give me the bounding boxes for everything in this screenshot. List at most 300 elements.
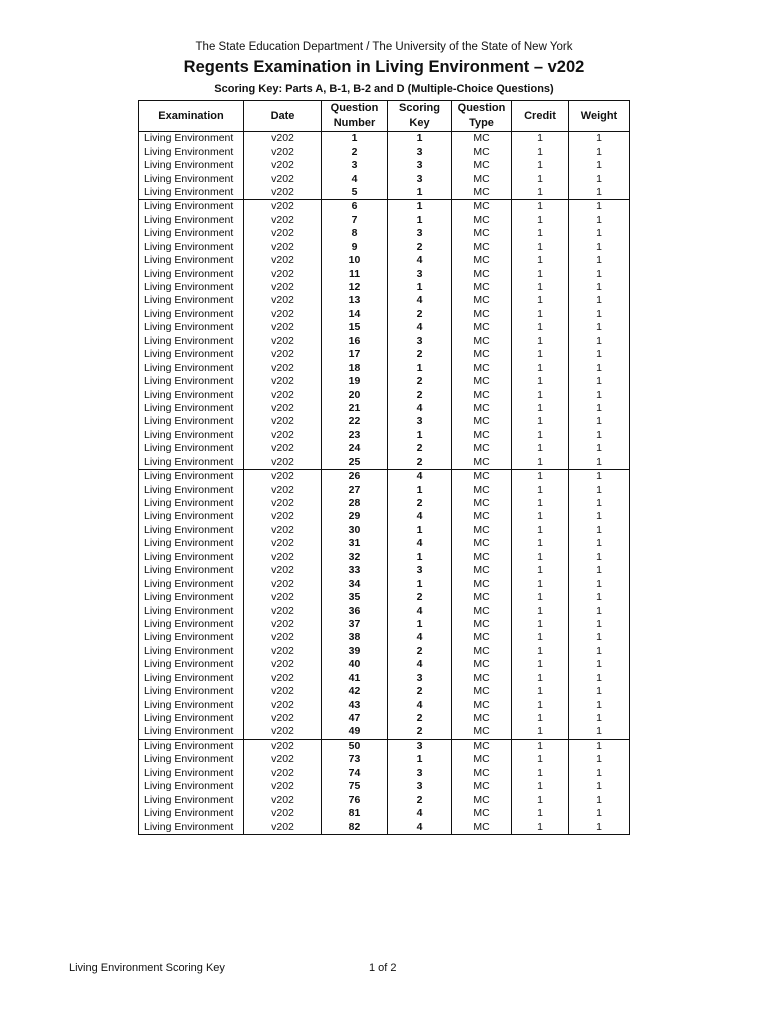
cell-question-type: MC (452, 415, 512, 428)
cell-credit: 1 (512, 537, 569, 550)
table-row (139, 415, 630, 428)
cell-question-type: MC (452, 335, 512, 348)
col-header-question-type: Question Type (452, 101, 512, 132)
cell-scoring-key: 4 (388, 510, 452, 523)
cell-date: v202 (244, 294, 322, 307)
cell-examination: Living Environment (139, 281, 244, 294)
cell-date: v202 (244, 753, 322, 766)
cell-scoring-key: 4 (388, 402, 452, 415)
cell-credit: 1 (512, 469, 569, 483)
cell-examination: Living Environment (139, 685, 244, 698)
cell-question-number: 38 (322, 631, 388, 644)
table-row (139, 510, 630, 523)
cell-weight: 1 (569, 456, 630, 470)
cell-weight: 1 (569, 469, 630, 483)
cell-weight: 1 (569, 739, 630, 753)
cell-credit: 1 (512, 524, 569, 537)
cell-question-number: 3 (322, 159, 388, 172)
cell-credit: 1 (512, 335, 569, 348)
cell-weight: 1 (569, 712, 630, 725)
table-row (139, 497, 630, 510)
cell-question-type: MC (452, 186, 512, 200)
cell-date: v202 (244, 537, 322, 550)
cell-question-number: 17 (322, 348, 388, 361)
cell-scoring-key: 2 (388, 348, 452, 361)
cell-scoring-key: 1 (388, 361, 452, 374)
table-row (139, 618, 630, 631)
cell-date: v202 (244, 241, 322, 254)
cell-credit: 1 (512, 214, 569, 227)
table-row (139, 780, 630, 793)
cell-examination: Living Environment (139, 483, 244, 496)
cell-date: v202 (244, 672, 322, 685)
cell-credit: 1 (512, 172, 569, 185)
cell-weight: 1 (569, 335, 630, 348)
cell-credit: 1 (512, 685, 569, 698)
cell-question-number: 20 (322, 388, 388, 401)
cell-question-type: MC (452, 564, 512, 577)
cell-weight: 1 (569, 564, 630, 577)
cell-examination: Living Environment (139, 537, 244, 550)
cell-weight: 1 (569, 321, 630, 334)
cell-examination: Living Environment (139, 497, 244, 510)
table-row (139, 159, 630, 172)
cell-date: v202 (244, 254, 322, 267)
table-row (139, 308, 630, 321)
table-row (139, 551, 630, 564)
cell-scoring-key: 2 (388, 685, 452, 698)
cell-scoring-key: 1 (388, 200, 452, 214)
table-row (139, 200, 630, 214)
cell-scoring-key: 4 (388, 658, 452, 671)
cell-credit: 1 (512, 672, 569, 685)
cell-weight: 1 (569, 631, 630, 644)
cell-question-number: 25 (322, 456, 388, 470)
table-row (139, 604, 630, 617)
cell-date: v202 (244, 524, 322, 537)
cell-date: v202 (244, 172, 322, 185)
cell-weight: 1 (569, 753, 630, 766)
cell-scoring-key: 1 (388, 524, 452, 537)
cell-credit: 1 (512, 577, 569, 590)
cell-credit: 1 (512, 402, 569, 415)
cell-scoring-key: 2 (388, 388, 452, 401)
cell-credit: 1 (512, 227, 569, 240)
cell-examination: Living Environment (139, 415, 244, 428)
table-row (139, 186, 630, 200)
cell-weight: 1 (569, 618, 630, 631)
cell-date: v202 (244, 227, 322, 240)
cell-credit: 1 (512, 456, 569, 470)
cell-question-type: MC (452, 308, 512, 321)
table-row (139, 645, 630, 658)
cell-scoring-key: 4 (388, 698, 452, 711)
cell-date: v202 (244, 820, 322, 834)
cell-question-type: MC (452, 591, 512, 604)
cell-examination: Living Environment (139, 524, 244, 537)
cell-date: v202 (244, 658, 322, 671)
cell-date: v202 (244, 591, 322, 604)
table-row (139, 388, 630, 401)
cell-question-type: MC (452, 645, 512, 658)
cell-date: v202 (244, 214, 322, 227)
cell-date: v202 (244, 267, 322, 280)
cell-date: v202 (244, 564, 322, 577)
cell-date: v202 (244, 442, 322, 455)
cell-question-number: 13 (322, 294, 388, 307)
cell-examination: Living Environment (139, 375, 244, 388)
cell-weight: 1 (569, 227, 630, 240)
cell-examination: Living Environment (139, 159, 244, 172)
table-row (139, 227, 630, 240)
cell-scoring-key: 2 (388, 375, 452, 388)
cell-question-type: MC (452, 200, 512, 214)
footer-title: Living Environment Scoring Key (69, 962, 225, 974)
cell-question-number: 50 (322, 739, 388, 753)
cell-scoring-key: 1 (388, 483, 452, 496)
cell-question-type: MC (452, 267, 512, 280)
cell-scoring-key: 1 (388, 186, 452, 200)
cell-date: v202 (244, 200, 322, 214)
cell-credit: 1 (512, 159, 569, 172)
cell-question-number: 32 (322, 551, 388, 564)
cell-date: v202 (244, 577, 322, 590)
cell-scoring-key: 1 (388, 551, 452, 564)
cell-scoring-key: 2 (388, 456, 452, 470)
cell-examination: Living Environment (139, 442, 244, 455)
cell-question-number: 14 (322, 308, 388, 321)
table-row (139, 712, 630, 725)
table-row (139, 767, 630, 780)
cell-scoring-key: 3 (388, 672, 452, 685)
cell-question-type: MC (452, 214, 512, 227)
cell-question-number: 22 (322, 415, 388, 428)
cell-date: v202 (244, 510, 322, 523)
cell-weight: 1 (569, 294, 630, 307)
cell-credit: 1 (512, 429, 569, 442)
cell-question-type: MC (452, 361, 512, 374)
cell-scoring-key: 1 (388, 753, 452, 766)
cell-question-number: 29 (322, 510, 388, 523)
cell-credit: 1 (512, 645, 569, 658)
cell-credit: 1 (512, 361, 569, 374)
cell-question-type: MC (452, 739, 512, 753)
cell-question-number: 15 (322, 321, 388, 334)
cell-question-type: MC (452, 348, 512, 361)
cell-scoring-key: 3 (388, 159, 452, 172)
table-row (139, 348, 630, 361)
cell-examination: Living Environment (139, 429, 244, 442)
cell-credit: 1 (512, 753, 569, 766)
cell-question-type: MC (452, 172, 512, 185)
cell-credit: 1 (512, 308, 569, 321)
cell-examination: Living Environment (139, 308, 244, 321)
cell-question-number: 26 (322, 469, 388, 483)
cell-question-type: MC (452, 321, 512, 334)
cell-date: v202 (244, 132, 322, 146)
cell-scoring-key: 3 (388, 780, 452, 793)
cell-credit: 1 (512, 145, 569, 158)
cell-weight: 1 (569, 524, 630, 537)
cell-credit: 1 (512, 497, 569, 510)
cell-examination: Living Environment (139, 551, 244, 564)
cell-date: v202 (244, 807, 322, 820)
cell-date: v202 (244, 402, 322, 415)
table-row (139, 537, 630, 550)
cell-question-number: 42 (322, 685, 388, 698)
cell-question-number: 30 (322, 524, 388, 537)
cell-question-type: MC (452, 402, 512, 415)
cell-credit: 1 (512, 551, 569, 564)
cell-scoring-key: 3 (388, 739, 452, 753)
cell-question-number: 2 (322, 145, 388, 158)
cell-scoring-key: 2 (388, 591, 452, 604)
cell-credit: 1 (512, 807, 569, 820)
cell-examination: Living Environment (139, 227, 244, 240)
cell-credit: 1 (512, 294, 569, 307)
cell-weight: 1 (569, 132, 630, 146)
cell-examination: Living Environment (139, 456, 244, 470)
cell-question-type: MC (452, 497, 512, 510)
cell-weight: 1 (569, 685, 630, 698)
cell-date: v202 (244, 712, 322, 725)
cell-question-number: 7 (322, 214, 388, 227)
cell-question-number: 73 (322, 753, 388, 766)
cell-scoring-key: 4 (388, 807, 452, 820)
cell-scoring-key: 1 (388, 618, 452, 631)
col-header-credit: Credit (512, 101, 569, 132)
cell-scoring-key: 1 (388, 281, 452, 294)
cell-question-number: 35 (322, 591, 388, 604)
page-title: Regents Examination in Living Environment – v202 (183, 58, 585, 76)
cell-question-number: 37 (322, 618, 388, 631)
table-row (139, 241, 630, 254)
col-header-question-number: Question Number (322, 101, 388, 132)
cell-scoring-key: 2 (388, 497, 452, 510)
table-row (139, 456, 630, 470)
cell-scoring-key: 3 (388, 767, 452, 780)
cell-question-type: MC (452, 780, 512, 793)
cell-examination: Living Environment (139, 780, 244, 793)
cell-weight: 1 (569, 241, 630, 254)
cell-question-number: 75 (322, 780, 388, 793)
cell-credit: 1 (512, 780, 569, 793)
cell-credit: 1 (512, 510, 569, 523)
col-header-weight: Weight (569, 101, 630, 132)
cell-weight: 1 (569, 375, 630, 388)
table-row (139, 172, 630, 185)
cell-credit: 1 (512, 631, 569, 644)
cell-examination: Living Environment (139, 348, 244, 361)
cell-question-type: MC (452, 712, 512, 725)
cell-question-number: 19 (322, 375, 388, 388)
cell-question-number: 18 (322, 361, 388, 374)
cell-weight: 1 (569, 388, 630, 401)
cell-date: v202 (244, 497, 322, 510)
table-row (139, 483, 630, 496)
cell-question-type: MC (452, 145, 512, 158)
cell-examination: Living Environment (139, 510, 244, 523)
cell-weight: 1 (569, 807, 630, 820)
cell-credit: 1 (512, 739, 569, 753)
cell-weight: 1 (569, 159, 630, 172)
cell-examination: Living Environment (139, 361, 244, 374)
table-body (139, 132, 630, 835)
cell-examination: Living Environment (139, 645, 244, 658)
cell-date: v202 (244, 308, 322, 321)
table-row (139, 591, 630, 604)
cell-question-number: 47 (322, 712, 388, 725)
cell-weight: 1 (569, 577, 630, 590)
cell-examination: Living Environment (139, 604, 244, 617)
cell-examination: Living Environment (139, 658, 244, 671)
cell-question-number: 41 (322, 672, 388, 685)
cell-question-number: 8 (322, 227, 388, 240)
cell-question-number: 1 (322, 132, 388, 146)
cell-credit: 1 (512, 712, 569, 725)
cell-date: v202 (244, 456, 322, 470)
cell-question-number: 76 (322, 793, 388, 806)
cell-question-type: MC (452, 524, 512, 537)
cell-examination: Living Environment (139, 807, 244, 820)
table-row (139, 672, 630, 685)
cell-question-type: MC (452, 631, 512, 644)
cell-question-type: MC (452, 281, 512, 294)
cell-question-type: MC (452, 725, 512, 739)
cell-credit: 1 (512, 388, 569, 401)
cell-examination: Living Environment (139, 753, 244, 766)
cell-weight: 1 (569, 551, 630, 564)
cell-examination: Living Environment (139, 793, 244, 806)
cell-scoring-key: 2 (388, 308, 452, 321)
cell-scoring-key: 3 (388, 415, 452, 428)
table-row (139, 335, 630, 348)
cell-scoring-key: 3 (388, 564, 452, 577)
cell-question-number: 34 (322, 577, 388, 590)
cell-examination: Living Environment (139, 388, 244, 401)
cell-date: v202 (244, 321, 322, 334)
cell-weight: 1 (569, 429, 630, 442)
cell-examination: Living Environment (139, 725, 244, 739)
cell-scoring-key: 3 (388, 172, 452, 185)
cell-weight: 1 (569, 767, 630, 780)
cell-question-type: MC (452, 767, 512, 780)
cell-credit: 1 (512, 483, 569, 496)
cell-scoring-key: 3 (388, 227, 452, 240)
cell-weight: 1 (569, 780, 630, 793)
cell-question-type: MC (452, 241, 512, 254)
cell-weight: 1 (569, 510, 630, 523)
cell-question-type: MC (452, 685, 512, 698)
cell-examination: Living Environment (139, 767, 244, 780)
cell-date: v202 (244, 145, 322, 158)
cell-question-type: MC (452, 294, 512, 307)
cell-question-type: MC (452, 551, 512, 564)
cell-question-type: MC (452, 604, 512, 617)
cell-examination: Living Environment (139, 335, 244, 348)
cell-date: v202 (244, 388, 322, 401)
cell-scoring-key: 2 (388, 645, 452, 658)
cell-weight: 1 (569, 214, 630, 227)
table-row (139, 294, 630, 307)
cell-credit: 1 (512, 658, 569, 671)
cell-weight: 1 (569, 672, 630, 685)
cell-credit: 1 (512, 375, 569, 388)
cell-examination: Living Environment (139, 577, 244, 590)
table-row (139, 698, 630, 711)
cell-credit: 1 (512, 618, 569, 631)
cell-date: v202 (244, 604, 322, 617)
cell-scoring-key: 4 (388, 604, 452, 617)
cell-scoring-key: 4 (388, 537, 452, 550)
cell-scoring-key: 1 (388, 429, 452, 442)
cell-weight: 1 (569, 793, 630, 806)
table-row (139, 564, 630, 577)
table-row (139, 685, 630, 698)
cell-weight: 1 (569, 591, 630, 604)
table-row (139, 321, 630, 334)
cell-question-type: MC (452, 388, 512, 401)
cell-question-type: MC (452, 807, 512, 820)
cell-credit: 1 (512, 348, 569, 361)
cell-question-number: 33 (322, 564, 388, 577)
cell-credit: 1 (512, 267, 569, 280)
cell-question-number: 21 (322, 402, 388, 415)
cell-question-type: MC (452, 753, 512, 766)
cell-date: v202 (244, 361, 322, 374)
cell-examination: Living Environment (139, 294, 244, 307)
cell-weight: 1 (569, 698, 630, 711)
cell-credit: 1 (512, 132, 569, 146)
cell-date: v202 (244, 645, 322, 658)
cell-credit: 1 (512, 698, 569, 711)
cell-date: v202 (244, 739, 322, 753)
table-row (139, 145, 630, 158)
cell-scoring-key: 3 (388, 335, 452, 348)
cell-credit: 1 (512, 442, 569, 455)
cell-date: v202 (244, 415, 322, 428)
cell-question-number: 24 (322, 442, 388, 455)
cell-weight: 1 (569, 308, 630, 321)
cell-credit: 1 (512, 254, 569, 267)
cell-scoring-key: 4 (388, 820, 452, 834)
cell-weight: 1 (569, 820, 630, 834)
cell-scoring-key: 2 (388, 793, 452, 806)
table-row (139, 631, 630, 644)
table-row (139, 658, 630, 671)
cell-date: v202 (244, 767, 322, 780)
cell-credit: 1 (512, 200, 569, 214)
cell-weight: 1 (569, 267, 630, 280)
table-row (139, 132, 630, 146)
cell-question-type: MC (452, 429, 512, 442)
cell-credit: 1 (512, 564, 569, 577)
cell-date: v202 (244, 725, 322, 739)
cell-scoring-key: 3 (388, 145, 452, 158)
cell-weight: 1 (569, 348, 630, 361)
cell-date: v202 (244, 793, 322, 806)
cell-question-number: 31 (322, 537, 388, 550)
cell-question-number: 36 (322, 604, 388, 617)
cell-weight: 1 (569, 537, 630, 550)
cell-examination: Living Environment (139, 321, 244, 334)
cell-examination: Living Environment (139, 214, 244, 227)
cell-question-type: MC (452, 658, 512, 671)
table-row (139, 793, 630, 806)
cell-date: v202 (244, 698, 322, 711)
cell-scoring-key: 4 (388, 469, 452, 483)
cell-question-type: MC (452, 793, 512, 806)
